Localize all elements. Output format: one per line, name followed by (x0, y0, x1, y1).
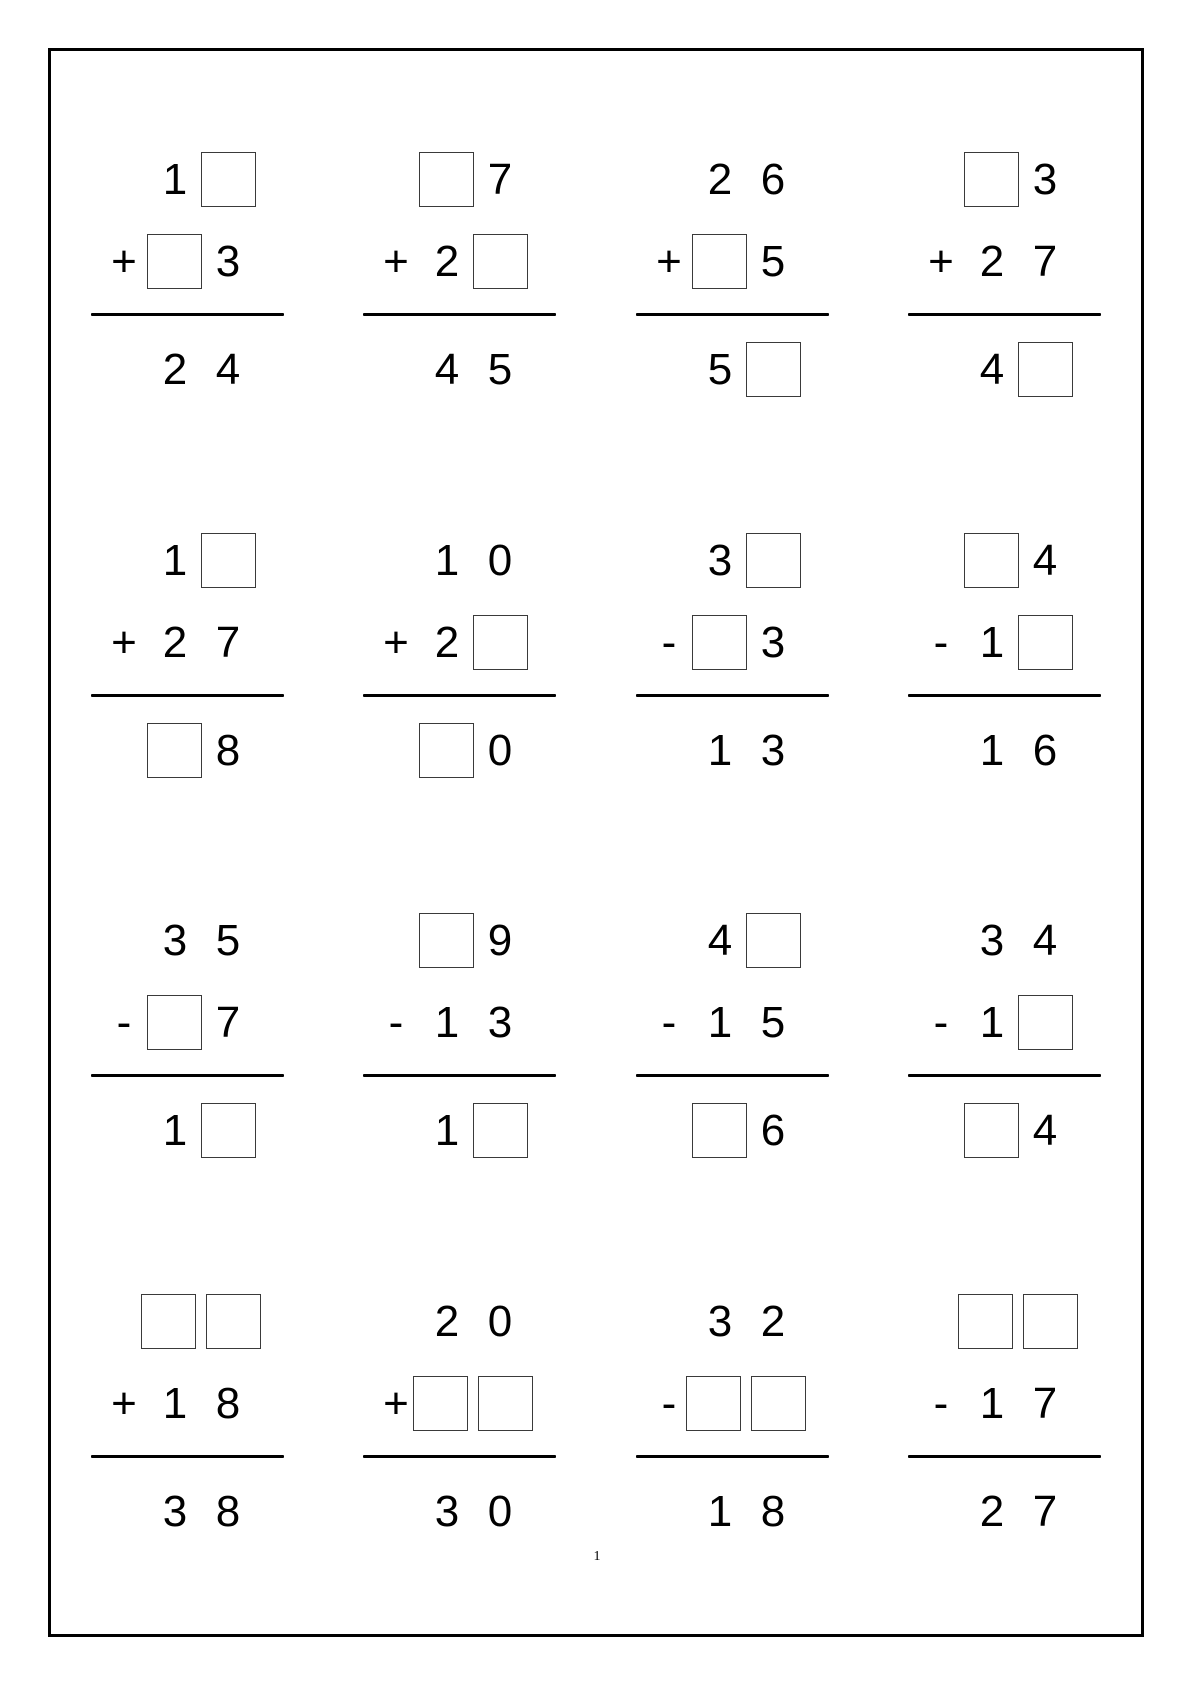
second-number (908, 995, 1103, 1051)
digit-tens: 2 (434, 1297, 460, 1346)
sum-line (636, 313, 829, 316)
digit-tens: 2 (979, 237, 1005, 286)
answer-box-tens[interactable] (419, 913, 474, 968)
digit-tens: 3 (162, 1487, 188, 1536)
digit-tens: 1 (979, 726, 1005, 775)
plus-sign: + (928, 237, 954, 286)
top-number (908, 1294, 1103, 1350)
sum-line (91, 694, 284, 697)
minus-sign: - (933, 1379, 949, 1428)
problem-11 (636, 913, 831, 1163)
plus-sign: + (383, 237, 409, 286)
page-number: 1 (593, 1549, 601, 1564)
digit-tens: 4 (979, 345, 1005, 394)
digit-tens: 1 (162, 1379, 188, 1428)
digit-tens: 1 (979, 1379, 1005, 1428)
digit-ones: 8 (760, 1487, 786, 1536)
answer-box-ones[interactable] (201, 533, 256, 588)
second-number (363, 234, 558, 290)
digit-ones: 7 (215, 998, 241, 1047)
problem-10 (363, 913, 558, 1163)
problem-15 (636, 1294, 831, 1544)
top-number (91, 1294, 286, 1350)
digit-ones: 4 (1032, 536, 1058, 585)
plus-sign: + (111, 1379, 137, 1428)
second-number (91, 615, 286, 671)
digit-ones: 0 (487, 536, 513, 585)
sum-line (908, 1455, 1101, 1458)
answer-box-ones[interactable] (1023, 1294, 1078, 1349)
digit-ones: 4 (1032, 1106, 1058, 1155)
problem-5 (91, 533, 286, 783)
digit-ones: 6 (760, 1106, 786, 1155)
result-number (363, 723, 558, 779)
digit-ones: 8 (215, 726, 241, 775)
sum-line (908, 313, 1101, 316)
answer-box-tens[interactable] (686, 1376, 741, 1431)
answer-box-ones[interactable] (478, 1376, 533, 1431)
second-number (91, 1376, 286, 1432)
digit-tens: 2 (162, 345, 188, 394)
digit-ones: 6 (760, 155, 786, 204)
digit-tens: 2 (707, 155, 733, 204)
plus-sign: + (111, 237, 137, 286)
sum-line (91, 313, 284, 316)
digit-ones: 7 (1032, 1379, 1058, 1428)
top-number (908, 913, 1103, 969)
digit-ones: 7 (1032, 1487, 1058, 1536)
answer-box-ones[interactable] (206, 1294, 261, 1349)
minus-sign: - (933, 998, 949, 1047)
result-number (908, 723, 1103, 779)
minus-sign: - (116, 998, 132, 1047)
top-number (91, 913, 286, 969)
second-number (363, 1376, 558, 1432)
digit-ones: 9 (487, 916, 513, 965)
digit-ones: 5 (487, 345, 513, 394)
sum-line (363, 1455, 556, 1458)
minus-sign: - (661, 618, 677, 667)
plus-sign: + (383, 618, 409, 667)
answer-box-ones[interactable] (751, 1376, 806, 1431)
top-number (363, 1294, 558, 1350)
answer-box-tens[interactable] (692, 234, 747, 289)
result-number (636, 1484, 831, 1540)
digit-ones: 3 (760, 726, 786, 775)
problem-7 (636, 533, 831, 783)
digit-ones: 4 (215, 345, 241, 394)
result-number (908, 1103, 1103, 1159)
problem-2 (363, 152, 558, 402)
top-number (91, 533, 286, 589)
plus-sign: + (383, 1379, 409, 1428)
digit-tens: 1 (434, 1106, 460, 1155)
problem-14 (363, 1294, 558, 1544)
problem-16 (908, 1294, 1103, 1544)
digit-tens: 2 (162, 618, 188, 667)
digit-tens: 3 (979, 916, 1005, 965)
answer-box-ones[interactable] (746, 533, 801, 588)
digit-tens: 4 (434, 345, 460, 394)
result-number (91, 723, 286, 779)
second-number (908, 615, 1103, 671)
top-number (636, 533, 831, 589)
digit-ones: 8 (215, 1487, 241, 1536)
digit-ones: 5 (760, 237, 786, 286)
minus-sign: - (661, 998, 677, 1047)
digit-tens: 2 (979, 1487, 1005, 1536)
answer-box-ones[interactable] (1018, 342, 1073, 397)
digit-ones: 0 (487, 1487, 513, 1536)
answer-box-tens[interactable] (964, 1103, 1019, 1158)
answer-box-tens[interactable] (413, 1376, 468, 1431)
answer-box-tens[interactable] (147, 723, 202, 778)
result-number (363, 1484, 558, 1540)
top-number (91, 152, 286, 208)
second-number (636, 1376, 831, 1432)
top-number (363, 152, 558, 208)
sum-line (908, 1074, 1101, 1077)
digit-tens: 1 (979, 618, 1005, 667)
result-number (363, 342, 558, 398)
result-number (91, 342, 286, 398)
digit-ones: 3 (760, 618, 786, 667)
result-number (363, 1103, 558, 1159)
answer-box-tens[interactable] (147, 995, 202, 1050)
digit-tens: 1 (162, 1106, 188, 1155)
digit-ones: 7 (215, 618, 241, 667)
result-number (91, 1484, 286, 1540)
problem-12 (908, 913, 1103, 1163)
digit-tens: 1 (162, 536, 188, 585)
digit-ones: 7 (1032, 237, 1058, 286)
result-number (636, 723, 831, 779)
digit-tens: 3 (707, 536, 733, 585)
answer-box-ones[interactable] (473, 234, 528, 289)
answer-box-tens[interactable] (964, 533, 1019, 588)
result-number (91, 1103, 286, 1159)
answer-box-ones[interactable] (201, 152, 256, 207)
digit-ones: 3 (215, 237, 241, 286)
answer-box-tens[interactable] (141, 1294, 196, 1349)
second-number (908, 234, 1103, 290)
digit-ones: 3 (1032, 155, 1058, 204)
answer-box-tens[interactable] (958, 1294, 1013, 1349)
answer-box-ones[interactable] (746, 342, 801, 397)
problem-9 (91, 913, 286, 1163)
digit-ones: 5 (760, 998, 786, 1047)
digit-ones: 2 (760, 1297, 786, 1346)
digit-ones: 7 (487, 155, 513, 204)
problem-8 (908, 533, 1103, 783)
digit-ones: 6 (1032, 726, 1058, 775)
sum-line (363, 694, 556, 697)
result-number (636, 1103, 831, 1159)
top-number (636, 913, 831, 969)
digit-tens: 2 (434, 237, 460, 286)
top-number (908, 152, 1103, 208)
digit-tens: 1 (434, 536, 460, 585)
top-number (363, 913, 558, 969)
plus-sign: + (111, 618, 137, 667)
second-number (636, 234, 831, 290)
answer-box-ones[interactable] (1018, 615, 1073, 670)
top-number (636, 1294, 831, 1350)
answer-box-ones[interactable] (746, 913, 801, 968)
digit-ones: 0 (487, 1297, 513, 1346)
digit-tens: 1 (707, 726, 733, 775)
sum-line (636, 694, 829, 697)
digit-tens: 3 (162, 916, 188, 965)
answer-box-tens[interactable] (692, 1103, 747, 1158)
sum-line (363, 313, 556, 316)
result-number (908, 1484, 1103, 1540)
sum-line (91, 1074, 284, 1077)
second-number (363, 615, 558, 671)
problem-6 (363, 533, 558, 783)
digit-ones: 0 (487, 726, 513, 775)
digit-tens: 2 (434, 618, 460, 667)
answer-box-tens[interactable] (692, 615, 747, 670)
answer-box-tens[interactable] (419, 152, 474, 207)
top-number (636, 152, 831, 208)
second-number (363, 995, 558, 1051)
answer-box-tens[interactable] (964, 152, 1019, 207)
answer-box-ones[interactable] (473, 1103, 528, 1158)
digit-tens: 5 (707, 345, 733, 394)
minus-sign: - (933, 618, 949, 667)
digit-tens: 3 (707, 1297, 733, 1346)
second-number (91, 234, 286, 290)
problem-4 (908, 152, 1103, 402)
second-number (636, 615, 831, 671)
answer-box-ones[interactable] (201, 1103, 256, 1158)
sum-line (363, 1074, 556, 1077)
digit-ones: 5 (215, 916, 241, 965)
digit-tens: 1 (434, 998, 460, 1047)
result-number (636, 342, 831, 398)
digit-tens: 1 (162, 155, 188, 204)
digit-ones: 8 (215, 1379, 241, 1428)
digit-tens: 4 (707, 916, 733, 965)
problem-3 (636, 152, 831, 402)
second-number (908, 1376, 1103, 1432)
sum-line (908, 694, 1101, 697)
digit-tens: 1 (707, 998, 733, 1047)
sum-line (636, 1074, 829, 1077)
answer-box-tens[interactable] (419, 723, 474, 778)
answer-box-ones[interactable] (473, 615, 528, 670)
problem-13 (91, 1294, 286, 1544)
top-number (363, 533, 558, 589)
problem-1 (91, 152, 286, 402)
second-number (636, 995, 831, 1051)
result-number (908, 342, 1103, 398)
top-number (908, 533, 1103, 589)
minus-sign: - (661, 1379, 677, 1428)
second-number (91, 995, 286, 1051)
digit-ones: 3 (487, 998, 513, 1047)
sum-line (91, 1455, 284, 1458)
digit-tens: 1 (707, 1487, 733, 1536)
digit-tens: 3 (434, 1487, 460, 1536)
sum-line (636, 1455, 829, 1458)
digit-tens: 1 (979, 998, 1005, 1047)
answer-box-tens[interactable] (147, 234, 202, 289)
plus-sign: + (656, 237, 682, 286)
answer-box-ones[interactable] (1018, 995, 1073, 1050)
digit-ones: 4 (1032, 916, 1058, 965)
minus-sign: - (388, 998, 404, 1047)
